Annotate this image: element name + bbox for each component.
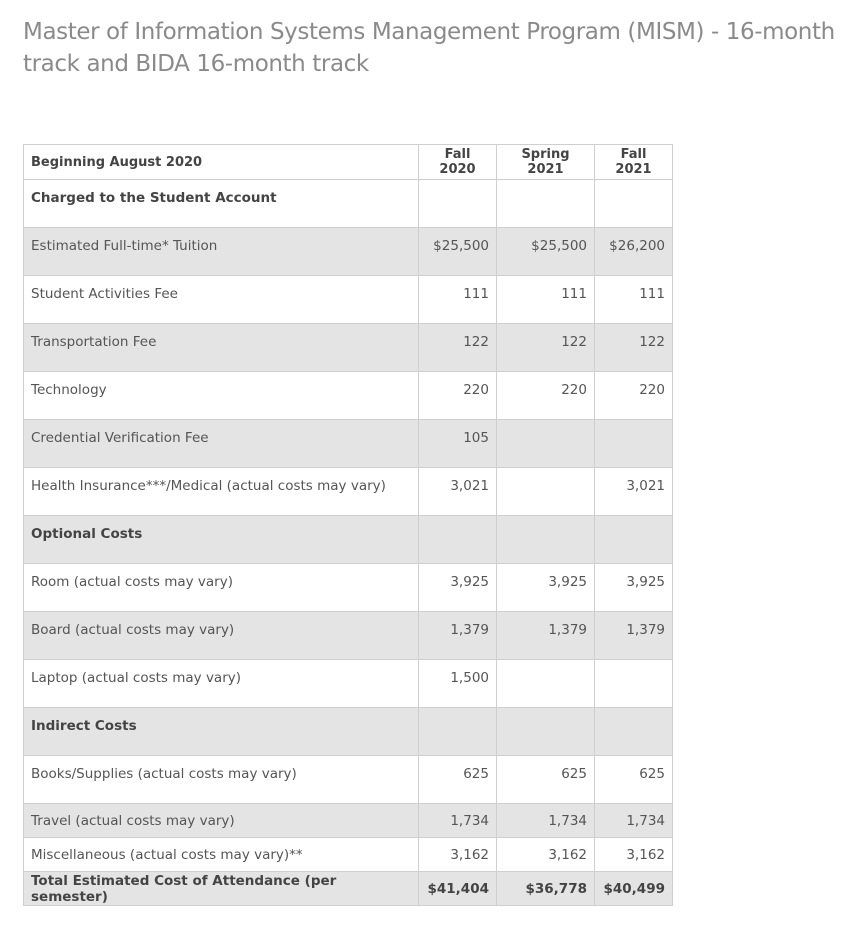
row-label: Laptop (actual costs may vary) (24, 660, 419, 708)
table-row (24, 756, 673, 804)
table-row (24, 564, 673, 612)
row-value (419, 708, 497, 756)
row-value: 220 (419, 372, 497, 420)
row-value: 625 (497, 756, 595, 804)
row-value: 3,162 (419, 838, 497, 872)
row-value (595, 180, 673, 228)
row-label: Credential Verification Fee (24, 420, 419, 468)
table-row (24, 420, 673, 468)
table-row (24, 660, 673, 708)
section-label: Optional Costs (24, 516, 419, 564)
row-label: Miscellaneous (actual costs may vary)** (24, 838, 419, 872)
row-label: Health Insurance***/Medical (actual costs may vary) (24, 468, 419, 516)
row-value: 122 (419, 324, 497, 372)
row-value: 220 (497, 372, 595, 420)
row-value (497, 468, 595, 516)
table-header-row (24, 145, 673, 180)
row-value (595, 420, 673, 468)
row-value: 1,734 (595, 804, 673, 838)
row-value: 122 (497, 324, 595, 372)
header-fall-2021: Fall 2021 (595, 145, 673, 180)
row-value: 3,162 (595, 838, 673, 872)
row-label: Books/Supplies (actual costs may vary) (24, 756, 419, 804)
section-label: Indirect Costs (24, 708, 419, 756)
table-row (24, 276, 673, 324)
row-value (497, 420, 595, 468)
header-fall-2020: Fall 2020 (419, 145, 497, 180)
row-label: Travel (actual costs may vary) (24, 804, 419, 838)
row-value: 1,734 (497, 804, 595, 838)
table-row (24, 804, 673, 838)
row-value: 3,925 (595, 564, 673, 612)
section-label: Charged to the Student Account (24, 180, 419, 228)
row-value (497, 708, 595, 756)
row-value (497, 660, 595, 708)
row-value (419, 516, 497, 564)
row-value: 3,925 (497, 564, 595, 612)
table-row (24, 372, 673, 420)
row-value: 111 (595, 276, 673, 324)
total-value: $40,499 (595, 872, 673, 906)
table-row (24, 324, 673, 372)
row-label: Estimated Full-time* Tuition (24, 228, 419, 276)
row-label: Board (actual costs may vary) (24, 612, 419, 660)
row-value: 1,379 (497, 612, 595, 660)
table-body (24, 180, 673, 906)
row-value: $25,500 (419, 228, 497, 276)
total-value: $36,778 (497, 872, 595, 906)
row-value: 1,734 (419, 804, 497, 838)
header-spring-2021: Spring 2021 (497, 145, 595, 180)
row-label: Technology (24, 372, 419, 420)
row-value: 3,021 (419, 468, 497, 516)
table-row (24, 228, 673, 276)
cost-of-attendance-table (23, 144, 673, 906)
table-row (24, 838, 673, 872)
row-label: Room (actual costs may vary) (24, 564, 419, 612)
row-value: 111 (419, 276, 497, 324)
row-value: 105 (419, 420, 497, 468)
section-header-row (24, 180, 673, 228)
total-label: Total Estimated Cost of Attendance (per semester) (24, 872, 419, 906)
row-value (595, 660, 673, 708)
row-value (419, 180, 497, 228)
header-label: Beginning August 2020 (24, 145, 419, 180)
row-label: Transportation Fee (24, 324, 419, 372)
row-value: 122 (595, 324, 673, 372)
row-label: Student Activities Fee (24, 276, 419, 324)
row-value (497, 516, 595, 564)
row-value: $25,500 (497, 228, 595, 276)
total-row (24, 872, 673, 906)
section-header-row (24, 516, 673, 564)
row-value: 220 (595, 372, 673, 420)
row-value: 1,379 (419, 612, 497, 660)
row-value: 3,925 (419, 564, 497, 612)
table-row (24, 612, 673, 660)
row-value: 3,021 (595, 468, 673, 516)
section-header-row (24, 708, 673, 756)
row-value: 111 (497, 276, 595, 324)
table-row (24, 468, 673, 516)
page-title: Master of Information Systems Management Program (MISM) - 16-month track and BIDA 16-month track (23, 19, 835, 77)
row-value: 1,500 (419, 660, 497, 708)
row-value: 625 (419, 756, 497, 804)
row-value (595, 516, 673, 564)
row-value: 3,162 (497, 838, 595, 872)
total-value: $41,404 (419, 872, 497, 906)
row-value: 1,379 (595, 612, 673, 660)
row-value (497, 180, 595, 228)
row-value: 625 (595, 756, 673, 804)
row-value: $26,200 (595, 228, 673, 276)
row-value (595, 708, 673, 756)
